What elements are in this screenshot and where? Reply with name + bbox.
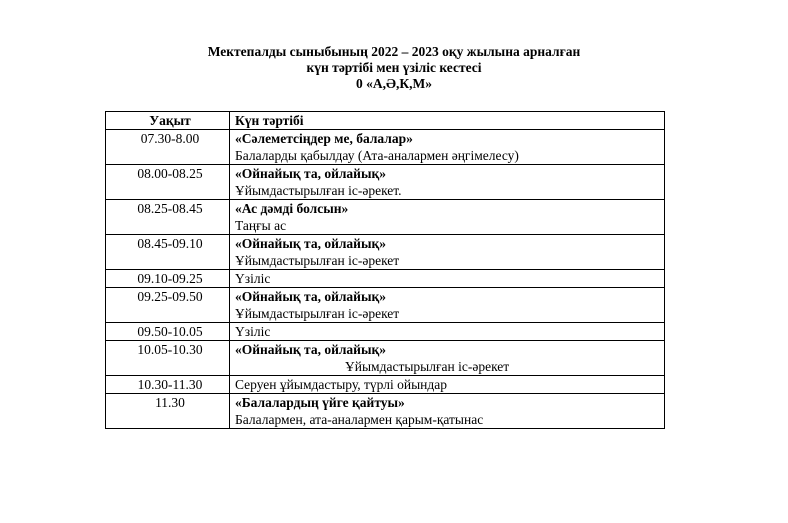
table-row (106, 235, 665, 270)
row-time: 11.30 (106, 394, 230, 429)
row-activity (230, 341, 665, 376)
row-time: 09.25-09.50 (106, 288, 230, 323)
row-activity (230, 130, 665, 165)
row-activity (230, 288, 665, 323)
row-time: 08.45-09.10 (106, 235, 230, 270)
row-time: 10.05-10.30 (106, 341, 230, 376)
activity-description: Балалармен, ата-аналармен қарым-қатынас (235, 412, 484, 427)
row-time: 07.30-8.00 (106, 130, 230, 165)
activity-title: «Ойнайық та, ойлайық» (235, 166, 387, 181)
row-time: 08.00-08.25 (106, 165, 230, 200)
table-row (106, 288, 665, 323)
activity-title: «Ойнайық та, ойлайық» (235, 236, 387, 251)
row-time: 08.25-08.45 (106, 200, 230, 235)
header-time: Уақыт (106, 112, 230, 130)
table-row (106, 130, 665, 165)
activity-title: «Балалардың үйге қайтуы» (235, 395, 405, 410)
row-activity (230, 394, 665, 429)
table-row (106, 165, 665, 200)
activity-description: Ұйымдастырылған іс-әрекет (235, 253, 400, 268)
table-row (106, 200, 665, 235)
title-line-1: Мектепалды сыныбының 2022 – 2023 оқу жылына арналған (207, 44, 581, 59)
title-line-3: 0 «А,Ә,К,М» (355, 76, 432, 91)
activity-description: Таңғы ас (235, 218, 287, 233)
activity-title: «Ас дәмді болсын» (235, 201, 349, 216)
row-time: 09.10-09.25 (106, 270, 230, 288)
row-time: 09.50-10.05 (106, 323, 230, 341)
schedule-table (105, 111, 665, 429)
activity-title: «Ойнайық та, ойлайық» (235, 342, 387, 357)
row-activity (230, 200, 665, 235)
table-row (106, 376, 665, 394)
document-title (0, 44, 788, 92)
table-row (106, 394, 665, 429)
table-header-row (106, 112, 665, 130)
row-activity: Серуен ұйымдастыру, түрлі ойындар (230, 376, 665, 394)
table-row (106, 341, 665, 376)
row-activity (230, 165, 665, 200)
activity-title: «Сәлеметсіңдер ме, балалар» (235, 131, 413, 146)
row-activity: Үзіліс (230, 270, 665, 288)
activity-description: Ұйымдастырылған іс-әрекет. (235, 183, 402, 198)
activity-description: Балаларды қабылдау (Ата-аналармен әңгімелесу) (235, 148, 519, 163)
row-activity (230, 235, 665, 270)
title-line-2: күн тәртібі мен үзіліс кестесі (306, 60, 482, 75)
activity-description: Ұйымдастырылған іс-әрекет (345, 359, 510, 374)
activity-description: Ұйымдастырылған іс-әрекет (235, 306, 400, 321)
header-activity: Күн тәртібі (230, 112, 665, 130)
table-row (106, 270, 665, 288)
row-activity: Үзіліс (230, 323, 665, 341)
row-time: 10.30-11.30 (106, 376, 230, 394)
table-row (106, 323, 665, 341)
activity-title: «Ойнайық та, ойлайық» (235, 289, 387, 304)
